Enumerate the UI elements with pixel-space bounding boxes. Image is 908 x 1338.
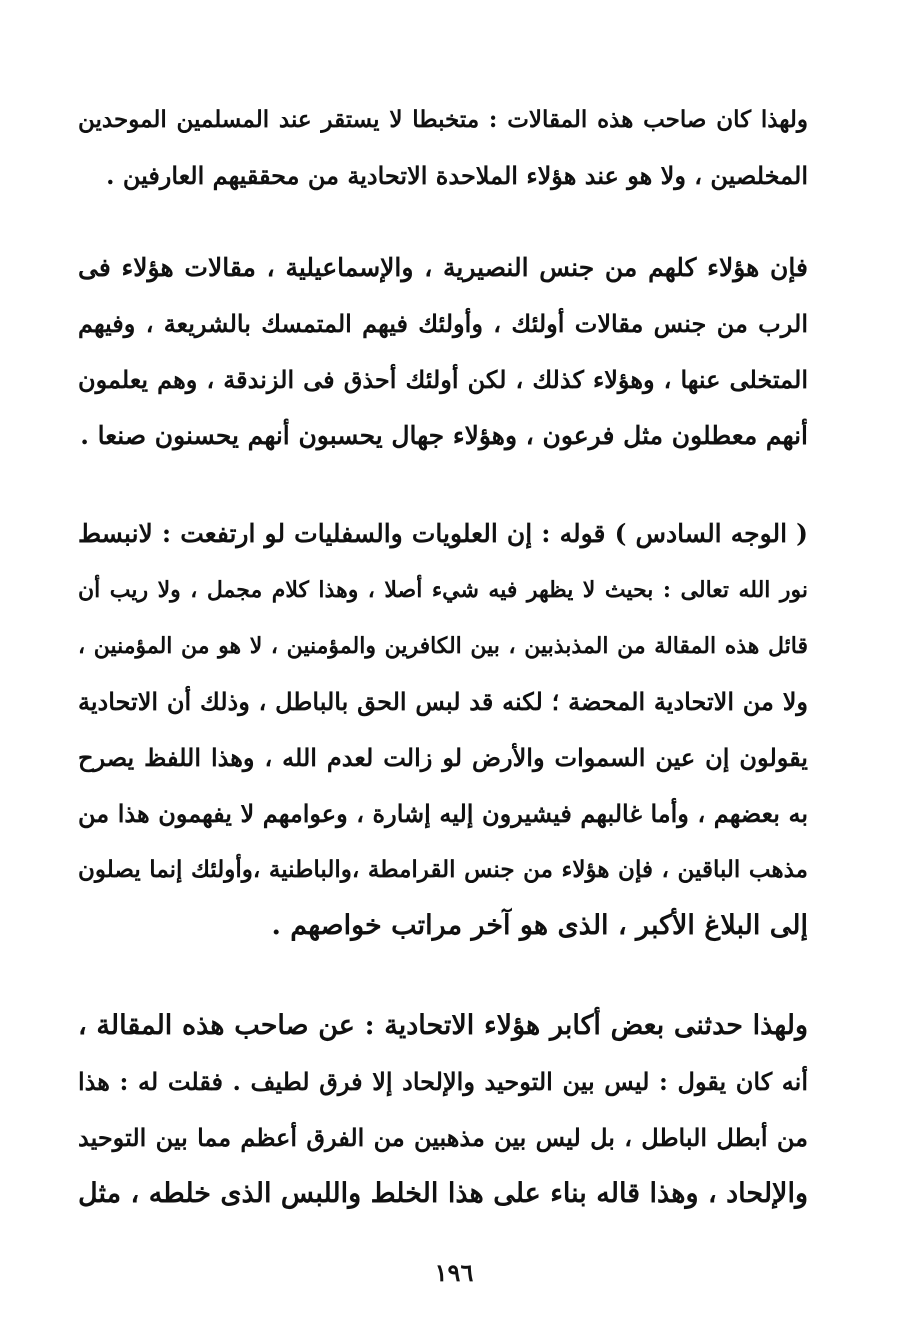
page-number: ١٩٦: [434, 1258, 474, 1287]
text-line: فإن هؤلاء كلهم من جنس النصيرية ، والإسماعيلية ، مقالات هؤلاء فى: [78, 253, 808, 282]
text-line: مذهب الباقين ، فإن هؤلاء من جنس القرامطة ،والباطنية ،وأولئك إنما يصلون: [78, 856, 808, 883]
text-line: المخلصين ، ولا هو عند هؤلاء الملاحدة الاتحادية من محققيهم العارفين .: [106, 161, 808, 190]
text-line: أنهم معطلون مثل فرعون ، وهؤلاء جهال يحسبون أنهم يحسنون صنعا .: [80, 421, 808, 450]
text-line: ولهذا كان صاحب هذه المقالات : متخبطا لا يستقر عند المسلمين الموحدين: [78, 106, 808, 133]
text-line: الرب من جنس مقالات أولئك ، وأولئك فيهم المتمسك بالشريعة ، وفيهم: [78, 309, 808, 338]
paragraph-2: [78, 240, 808, 464]
paragraph-1: [78, 92, 808, 204]
paragraph-3: [78, 506, 808, 954]
text-line: إلى البلاغ الأكبر ، الذى هو آخر مراتب خواصهم .: [271, 910, 808, 941]
text-line: يقولون إن عين السموات والأرض لو زالت لعدم الله ، وهذا اللفظ يصرح: [78, 743, 808, 772]
paragraph-4: [78, 998, 808, 1222]
text-line: المتخلى عنها ، وهؤلاء كذلك ، لكن أولئك أحذق فى الزندقة ، وهم يعلمون: [78, 365, 809, 394]
text-line: والإلحاد ، وهذا قاله بناء على هذا الخلط واللبس الذى خلطه ، مثل: [78, 1178, 808, 1209]
text-line: من أبطل الباطل ، بل ليس بين مذهبين من الفرق أعظم مما بين التوحيد: [78, 1123, 808, 1152]
text-line: نور الله تعالى : بحيث لا يظهر فيه شيء أصلا ، وهذا كلام مجمل ، ولا ريب أن: [78, 577, 808, 603]
text-line: ولهذا حدثنى بعض أكابر هؤلاء الاتحادية : عن صاحب هذه المقالة ،: [78, 1010, 808, 1041]
text-line: أنه كان يقول : ليس بين التوحيد والإلحاد إلا فرق لطيف . فقلت له : هذا: [78, 1067, 808, 1096]
text-line: ولا من الاتحادية المحضة ؛ لكنه قد لبس الحق بالباطل ، وذلك أن الاتحادية: [78, 687, 808, 716]
text-line: به بعضهم ، وأما غالبهم فيشيرون إليه إشارة ، وعوامهم لا يفهمون هذا من: [78, 799, 808, 828]
text-line: قائل هذه المقالة من المذبذبين ، بين الكافرين والمؤمنين ، لا هو من المؤمنين ،: [78, 633, 808, 659]
text-line: ( الوجه السادس ) قوله : إن العلويات والسفليات لو ارتفعت : لانبسط: [78, 519, 808, 548]
